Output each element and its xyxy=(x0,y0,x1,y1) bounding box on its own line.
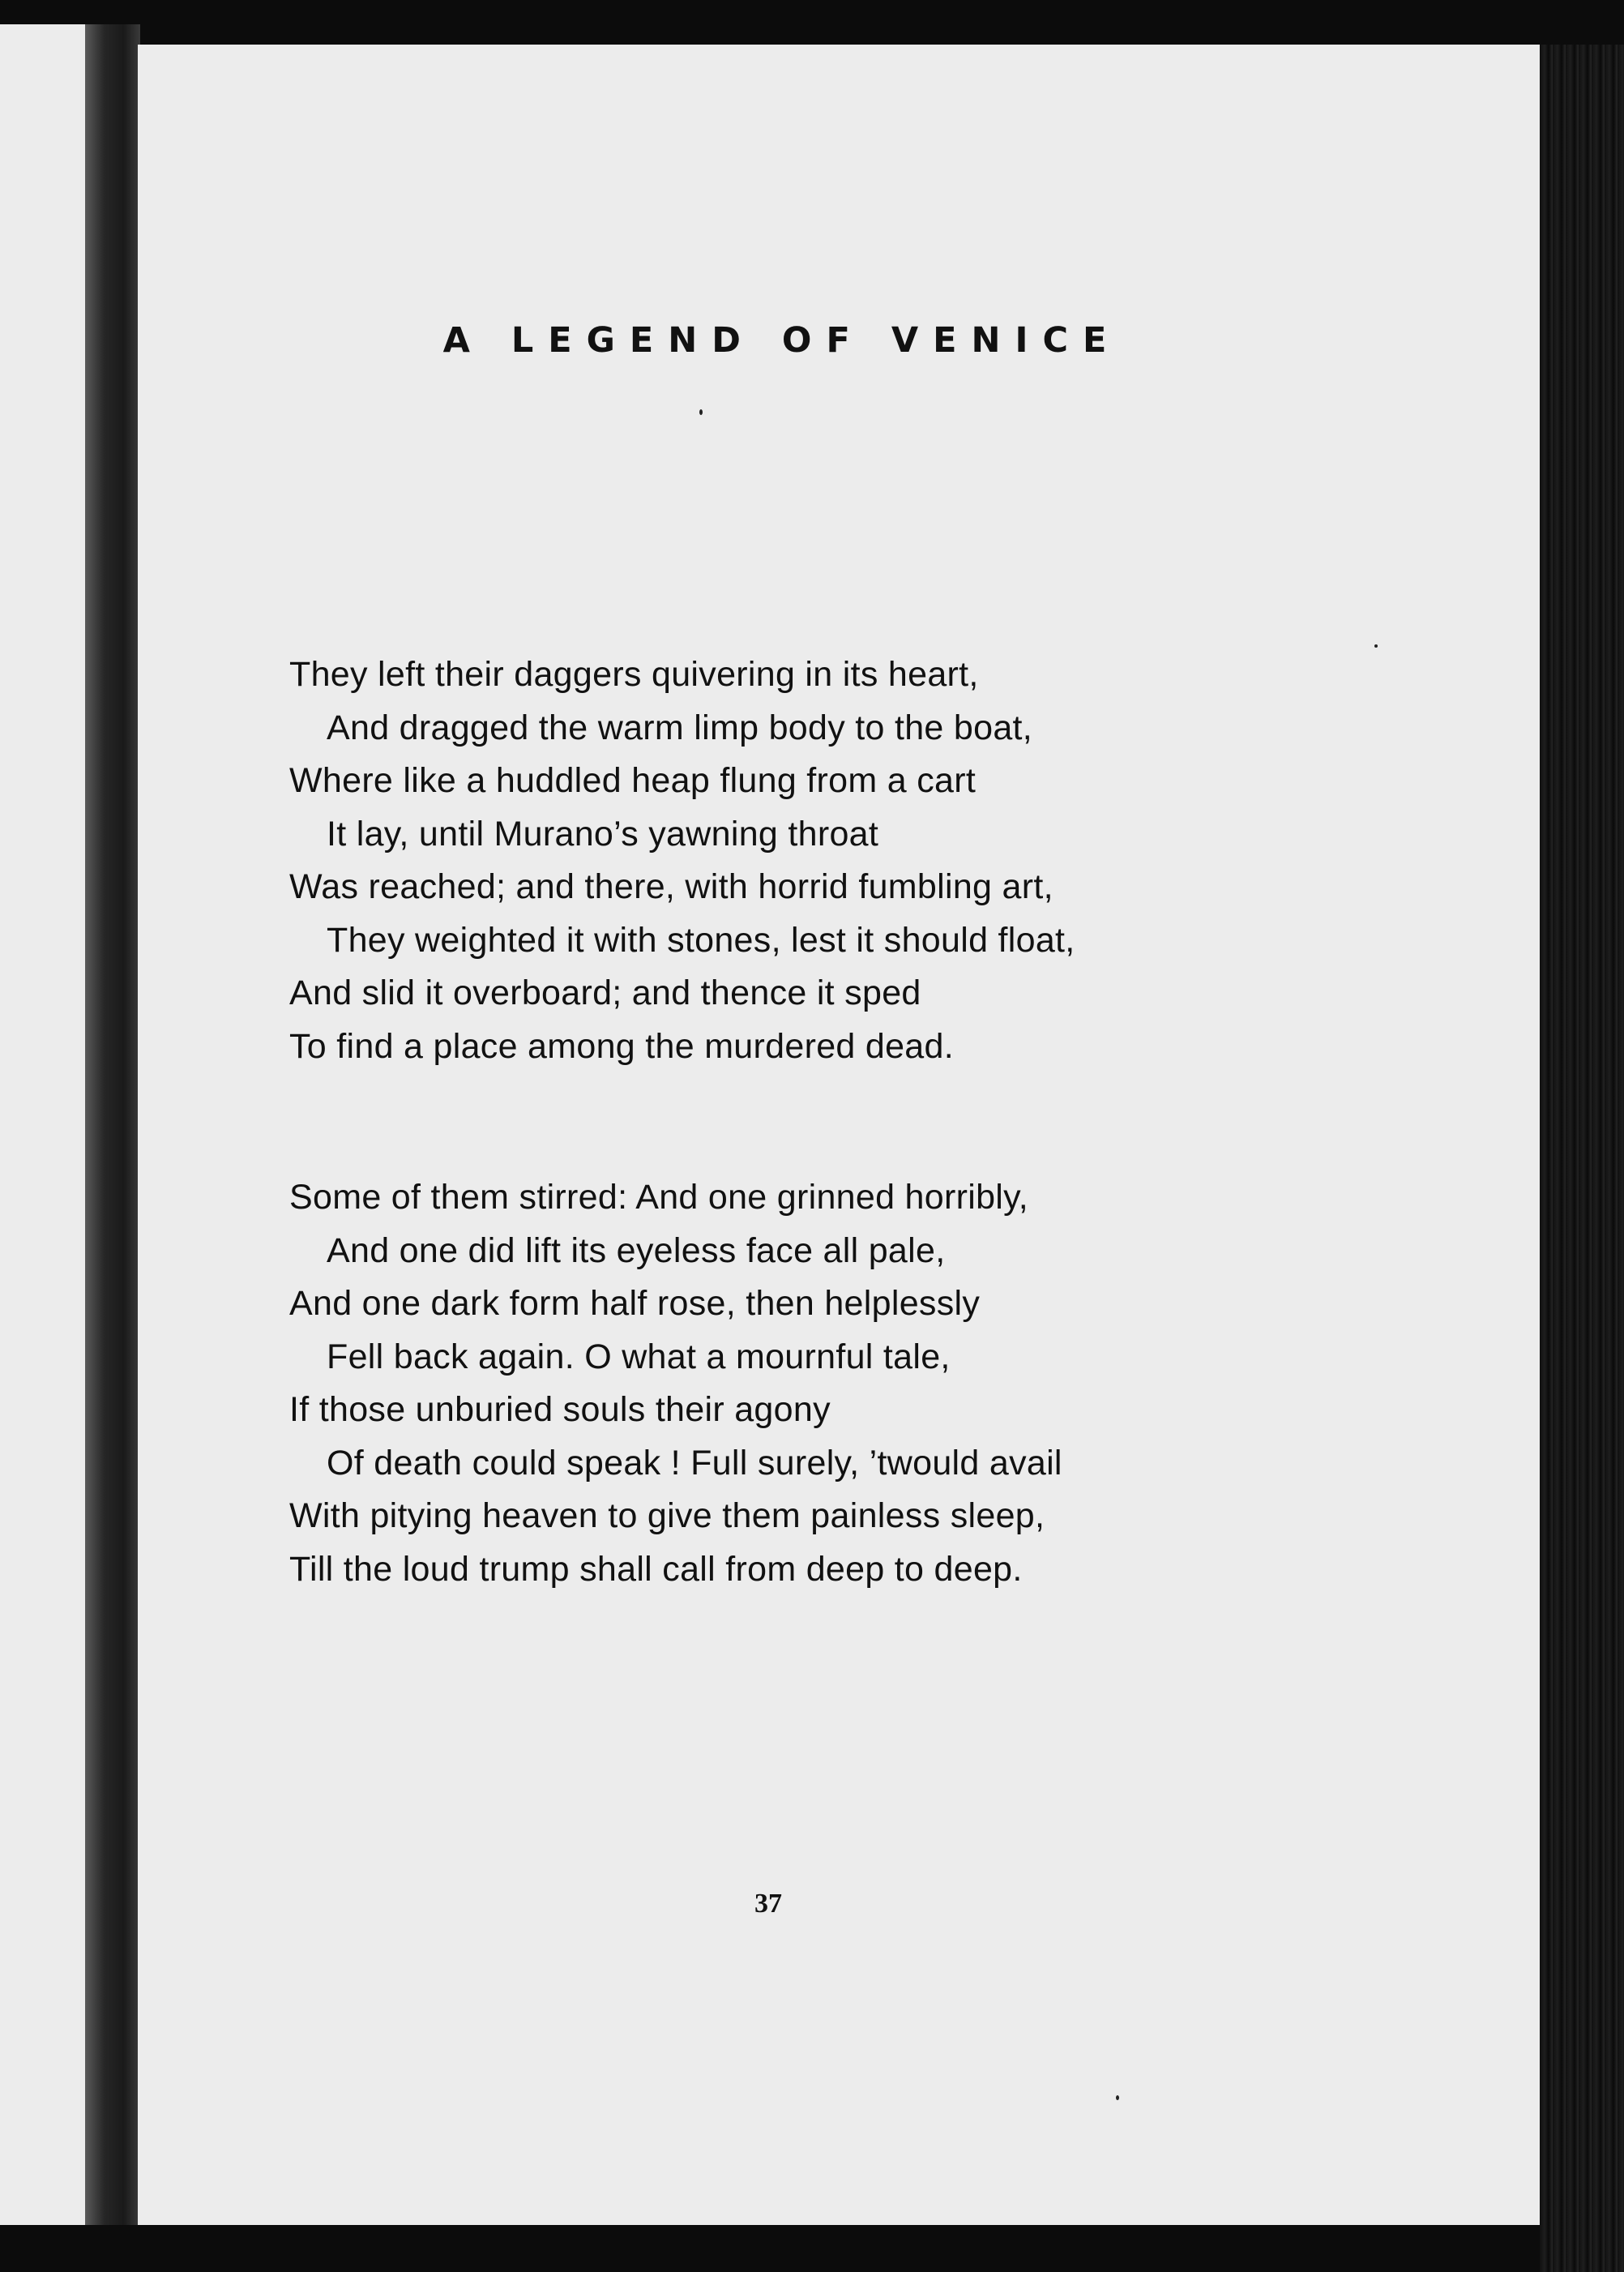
stanza xyxy=(289,648,1197,1073)
poem-line: To find a place among the murdered dead. xyxy=(289,1026,954,1066)
ink-speck xyxy=(1116,2095,1119,2100)
poem-line: Was reached; and there, with horrid fumbling art, xyxy=(289,867,1053,906)
poem-line: If those unburied souls their agony xyxy=(289,1390,831,1429)
poem-line: They weighted it with stones, lest it should float, xyxy=(327,920,1075,960)
ink-speck xyxy=(699,409,703,415)
stanza xyxy=(289,1171,1197,1596)
poem-line: Till the loud trump shall call from deep to deep. xyxy=(289,1549,1023,1589)
poem-line: And one did lift its eyeless face all pale, xyxy=(327,1230,946,1270)
poem-line: They left their daggers quivering in its heart, xyxy=(289,655,979,694)
poem-line: And slid it overboard; and thence it sped xyxy=(289,973,921,1012)
poem-line: Of death could speak ! Full surely, ’twould avail xyxy=(327,1443,1062,1483)
poem-line: Where like a huddled heap flung from a cart xyxy=(289,761,977,800)
poem-line: Some of them stirred: And one grinned horribly, xyxy=(289,1178,1028,1217)
poem-line: And dragged the warm limp body to the boat, xyxy=(327,708,1033,747)
poem-line: Fell back again. O what a mournful tale, xyxy=(327,1337,951,1376)
book-edge xyxy=(1540,45,1624,2272)
poem-line: With pitying heaven to give them painless sleep, xyxy=(289,1496,1045,1535)
page-title: A LEGEND OF VENICE xyxy=(442,320,1122,361)
ink-speck xyxy=(1374,644,1378,648)
poem-line: And one dark form half rose, then helplessly xyxy=(289,1284,981,1323)
page-number: 37 xyxy=(754,1889,782,1919)
poem-line: It lay, until Murano’s yawning throat xyxy=(327,814,879,854)
